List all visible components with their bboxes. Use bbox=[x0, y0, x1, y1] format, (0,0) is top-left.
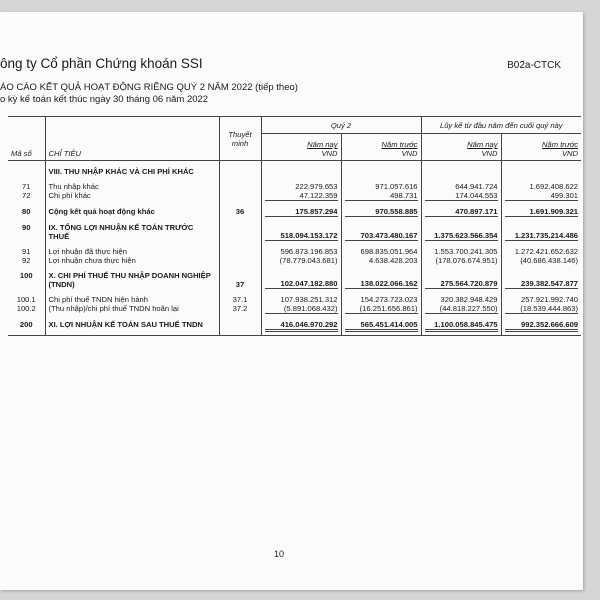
table-row: 100 X. CHI PHÍ THUẾ THU NHẬP DOANH NGHIỆP (TNDN) 37 102.047.182.880 138.022.066.162 275.564.720.879 239.382.547.877 bbox=[8, 271, 581, 289]
income-statement-table bbox=[8, 116, 581, 336]
form-code: B02a-CTCK bbox=[507, 60, 561, 71]
header-group-ytd: Lũy kế từ đầu năm đến cuối quý này bbox=[421, 117, 581, 134]
page-number: 10 bbox=[274, 549, 285, 559]
table-row: 90 IX. TỔNG LỢI NHUẬN KẾ TOÁN TRƯỚC THUẾ 518.094.153.172 703.473.480.167 1.375.623.566.354 1.231.735.214.486 bbox=[8, 223, 581, 241]
document-page bbox=[0, 12, 583, 590]
header-group-q2: Quý 2 bbox=[261, 117, 421, 134]
table-row: 200 XI. LỢI NHUẬN KẾ TOÁN SAU THUẾ TNDN 416.046.970.292 565.451.414.005 1.100.058.845.475 992.352.666.609 bbox=[8, 320, 581, 336]
table-row: 91 Lợi nhuận đã thực hiện 596.873.196.853 698.835.051.964 1.553.700.241.305 1.272.421.652.632 bbox=[8, 247, 581, 256]
table-row: 92 Lợi nhuận chưa thực hiện (78.779.043.681) 4.638.428.203 (178.076.674.951) (40.686.438.146) bbox=[8, 256, 581, 265]
table-row: 80 Cộng kết quả hoạt động khác 36 175.857.294 970.558.885 470.897.171 1.691.909.321 bbox=[8, 207, 581, 217]
table-row: 72 Chi phí khác 47.122.359 498.731 174.044.553 499.301 bbox=[8, 191, 581, 201]
table-row: 100.2 (Thu nhập)/chi phí thuế TNDN hoãn lại 37.2 (5.891.068.432) (16.251.656.861) (44.818.227.550) (18.539.444.863) bbox=[8, 304, 581, 314]
header-ytd-prior: Năm trước VND bbox=[501, 134, 581, 161]
section-viii-heading: VIII. THU NHẬP KHÁC VÀ CHI PHÍ KHÁC bbox=[45, 167, 219, 176]
header-q2-prior: Năm trước VND bbox=[341, 134, 421, 161]
header-code: Mã số bbox=[8, 117, 45, 161]
company-name: ông ty Cổ phần Chứng khoán SSI bbox=[0, 56, 203, 71]
table-row: 100.1 Chi phí thuế TNDN hiện hành 37.1 107.938.251.312 154.273.723.023 320.382.948.429 257.921.992.740 bbox=[8, 295, 581, 304]
header-note: Thuyết minh bbox=[219, 117, 261, 161]
table-row: 71 Thu nhập khác 222.979.653 971.057.616 644.941.724 1.692.408.622 bbox=[8, 182, 581, 191]
report-title: ÁO CÁO KẾT QUẢ HOẠT ĐỘNG RIÊNG QUÝ 2 NĂM 2022 (tiếp theo) bbox=[0, 82, 298, 93]
header-q2-current: Năm nay VND bbox=[261, 134, 341, 161]
report-subtitle: o kỳ kế toán kết thúc ngày 30 tháng 06 năm 2022 bbox=[0, 94, 209, 105]
header-item: CHỈ TIÊU bbox=[45, 117, 219, 161]
header-ytd-current: Năm nay VND bbox=[421, 134, 501, 161]
